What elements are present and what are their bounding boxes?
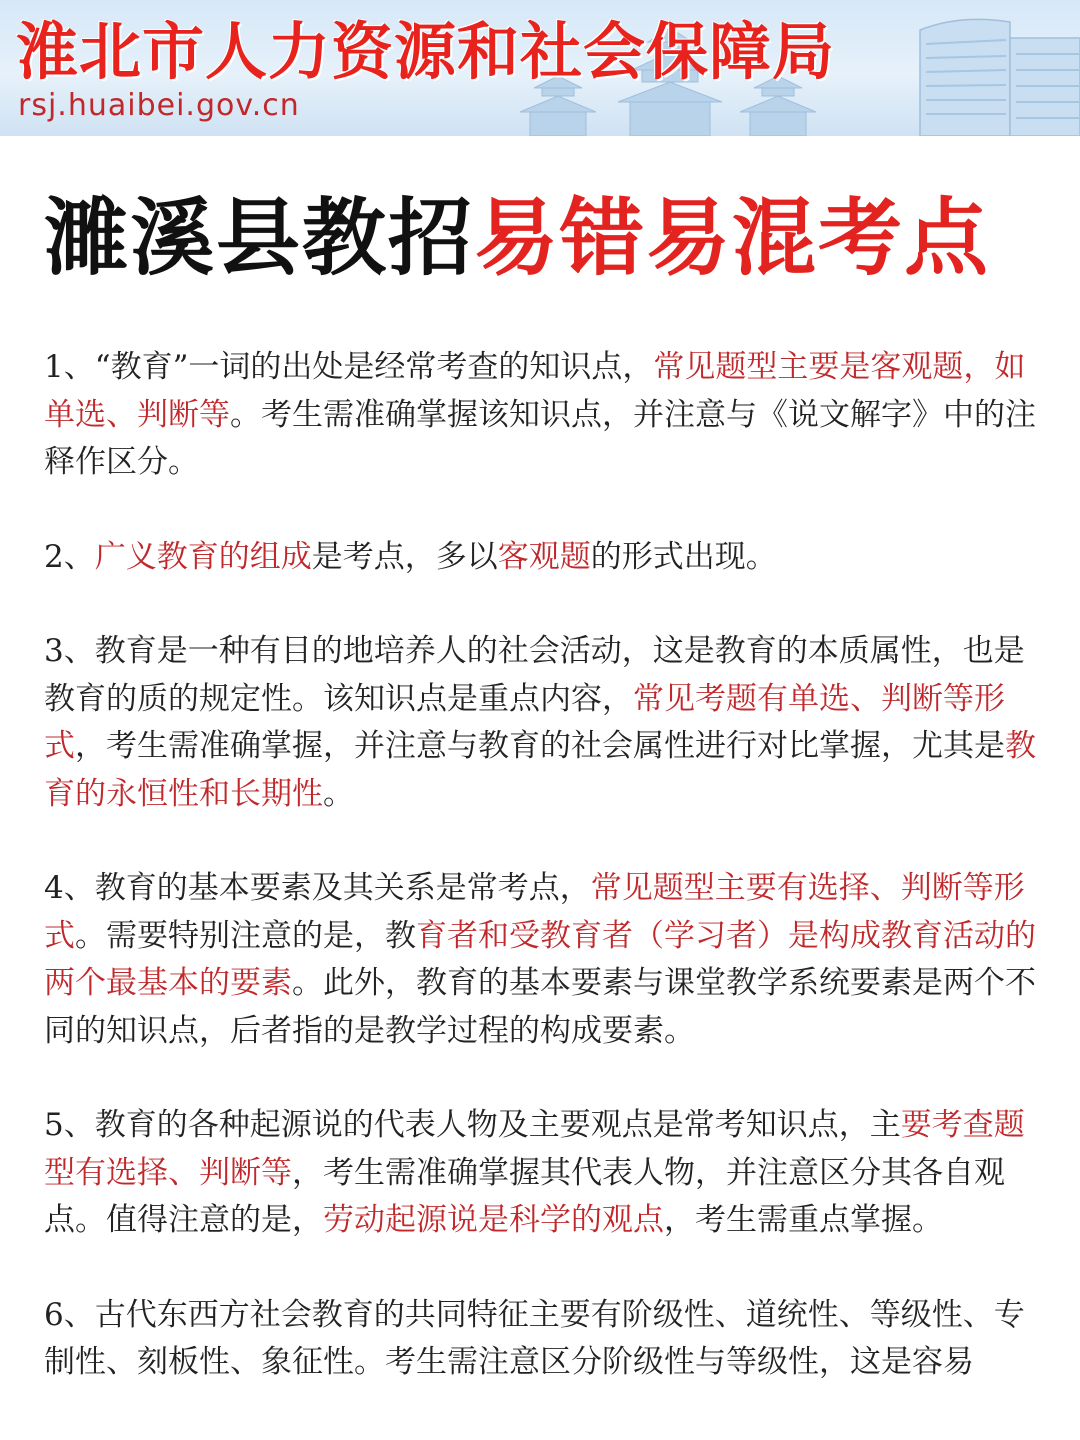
- point-4: [44, 865, 1036, 1055]
- point-2-highlight-1: 广义教育的组成: [94, 538, 312, 575]
- point-5-highlight-1: 要考查题型有选择、判断等: [44, 1107, 1025, 1191]
- point-5-highlight-2: 劳动起源说是科学的观点: [323, 1202, 664, 1238]
- point-5: [44, 1102, 1036, 1245]
- title-highlight: 易错易混考点: [474, 189, 991, 287]
- point-2-text: 2、: [44, 538, 95, 575]
- point-3: [44, 628, 1036, 818]
- article-body: [44, 344, 1036, 1434]
- point-4-text: 4、教育的基本要素及其关系是常考点，: [44, 870, 591, 906]
- point-1-text-end: 。考生需准确掌握该知识点，并注意与《说文解字》中的注释作区分。: [44, 396, 1036, 480]
- point-2: [44, 534, 1036, 582]
- point-1-text: 1、“教育”一词的出处是经常考查的知识点，: [44, 349, 654, 385]
- header-banner: [0, 0, 1080, 136]
- point-2-text-end: 的形式出现。: [590, 538, 777, 575]
- point-2-highlight-2: 客观题: [497, 538, 591, 575]
- point-5-text-mid: ，考生需准确掌握其代表人物，并注意区分其各自观点。值得注意的是，: [44, 1154, 1005, 1238]
- point-3-text-mid: ，考生需准确掌握，并注意与教育的社会属性进行对比掌握，尤其是: [75, 728, 1005, 764]
- point-3-highlight-2: 教育的永恒性和长期性: [44, 728, 1036, 812]
- point-6: [44, 1292, 1036, 1387]
- page-title: [44, 188, 990, 288]
- point-4-text-end: 。此外，教育的基本要素与课堂教学系统要素是两个不同的知识点，后者指的是教学过程的构成要素。: [44, 965, 1036, 1049]
- point-3-highlight-1: 常见考题有单选、判断等形式: [44, 680, 1005, 764]
- point-5-text-end: ，考生需重点掌握。: [664, 1202, 943, 1238]
- point-1-highlight: 常见题型主要是客观题，如单选、判断等: [44, 349, 1026, 433]
- point-6-text: 6、古代东西方社会教育的共同特征主要有阶级性、道统性、等级性、专制性、刻板性、象征性。考生需注意区分阶级性与等级性，这是容易: [44, 1296, 1025, 1380]
- point-4-highlight-2: 育者和受教育者（学习者）是构成教育活动的两个最基本的要素: [44, 917, 1036, 1001]
- point-5-text: 5、教育的各种起源说的代表人物及主要观点是常考知识点，主: [44, 1107, 901, 1143]
- point-4-text-mid: 。需要特别注意的是，教: [75, 917, 416, 954]
- point-2-text-mid: 是考点，多以: [311, 538, 498, 575]
- point-3-text: 3、教育是一种有目的地培养人的社会活动，这是教育的本质属性，也是教育的质的规定性。该知识点是重点内容，: [44, 633, 1025, 717]
- point-1: [44, 344, 1036, 487]
- point-3-text-end: 。: [323, 775, 354, 812]
- point-4-highlight-1: 常见题型主要有选择、判断等形式: [44, 870, 1025, 954]
- title-prefix: 濉溪县教招: [44, 189, 475, 287]
- bureau-url: rsj.huaibei.gov.cn: [18, 88, 300, 123]
- bureau-name: 淮北市人力资源和社会保障局: [16, 15, 836, 88]
